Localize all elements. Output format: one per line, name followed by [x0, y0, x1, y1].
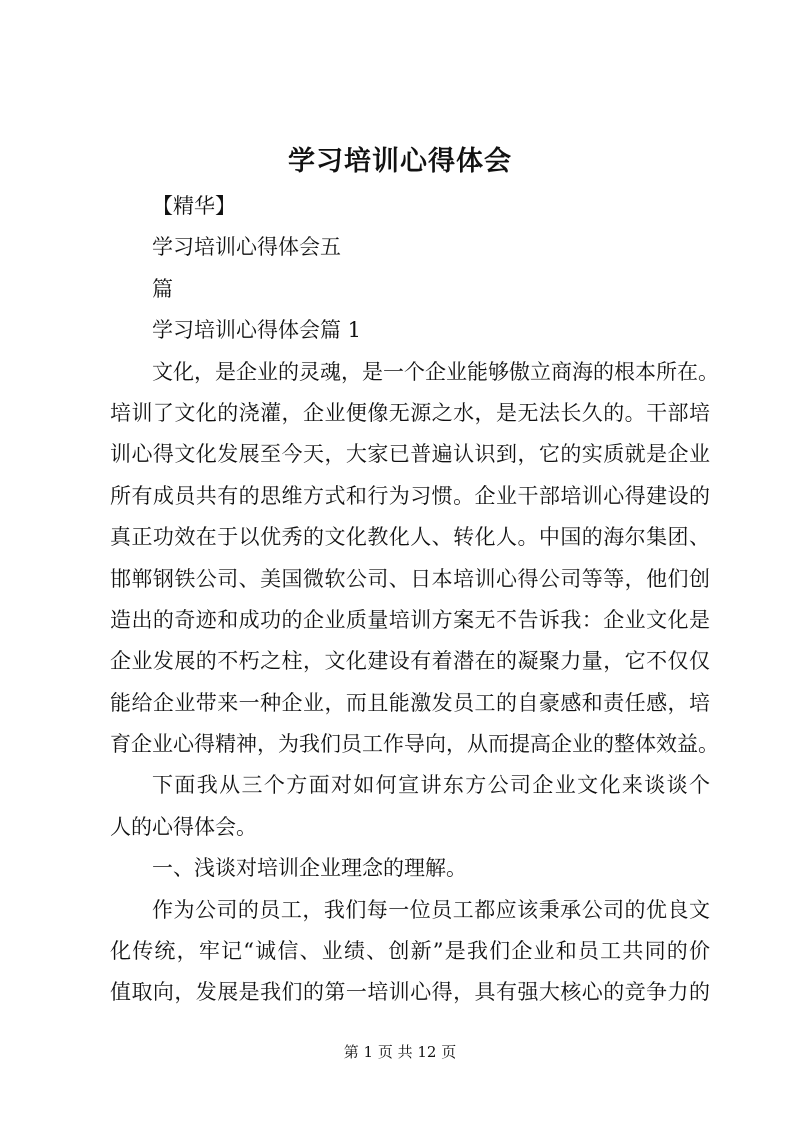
body-text-line: 邯郸钢铁公司、美国微软公司、日本培训心得公司等等，他们创 [110, 566, 710, 591]
body-text-line: 一、浅谈对培训企业理念的理解。 [152, 856, 467, 881]
body-text-line: 学习培训心得体会五 [152, 235, 341, 260]
body-text-line: 能给企业带来一种企业，而且能激发员工的自豪感和责任感，培 [110, 690, 710, 715]
body-text-line: 企业发展的不朽之柱，文化建设有着潜在的凝聚力量，它不仅仅 [110, 649, 710, 674]
body-text-line: 训心得文化发展至今天，大家已普遍认识到，它的实质就是企业 [110, 442, 710, 467]
body-text-line: 下面我从三个方面对如何宣讲东方公司企业文化来谈谈个 [152, 773, 710, 798]
body-text-line: 育企业心得精神，为我们员工作导向，从而提高企业的整体效益。 [110, 732, 719, 757]
document-body [110, 186, 719, 1014]
body-text-line: 篇 [152, 276, 173, 301]
document-title: 学习培训心得体会 [288, 146, 512, 177]
body-text-line: 真正功效在于以优秀的文化教化人、转化人。中国的海尔集团、 [110, 525, 710, 550]
body-text-line: 值取向，发展是我们的第一培训心得，具有强大核心的竞争力的 [110, 980, 710, 1005]
body-text-line: 造出的奇迹和成功的企业质量培训方案无不告诉我：企业文化是 [110, 607, 710, 632]
body-text-line: 文化，是企业的灵魂，是一个企业能够傲立商海的根本所在。 [152, 359, 719, 384]
page-footer: 第 1 页 共 12 页 [343, 1043, 457, 1061]
body-text-line: 【精华】 [152, 194, 236, 218]
body-text-line: 培训了文化的浇灌，企业便像无源之水，是无法长久的。干部培 [110, 400, 710, 425]
body-text-line: 人的心得体会。 [110, 814, 257, 839]
body-text-line: 学习培训心得体会篇 1 [152, 318, 362, 343]
body-text-line: 作为公司的员工，我们每一位员工都应该秉承公司的优良文 [152, 897, 710, 922]
body-text-line: 化传统，牢记“诚信、业绩、创新”是我们企业和员工共同的价 [110, 939, 710, 964]
body-text-line: 所有成员共有的思维方式和行为习惯。企业干部培训心得建设的 [110, 483, 710, 508]
